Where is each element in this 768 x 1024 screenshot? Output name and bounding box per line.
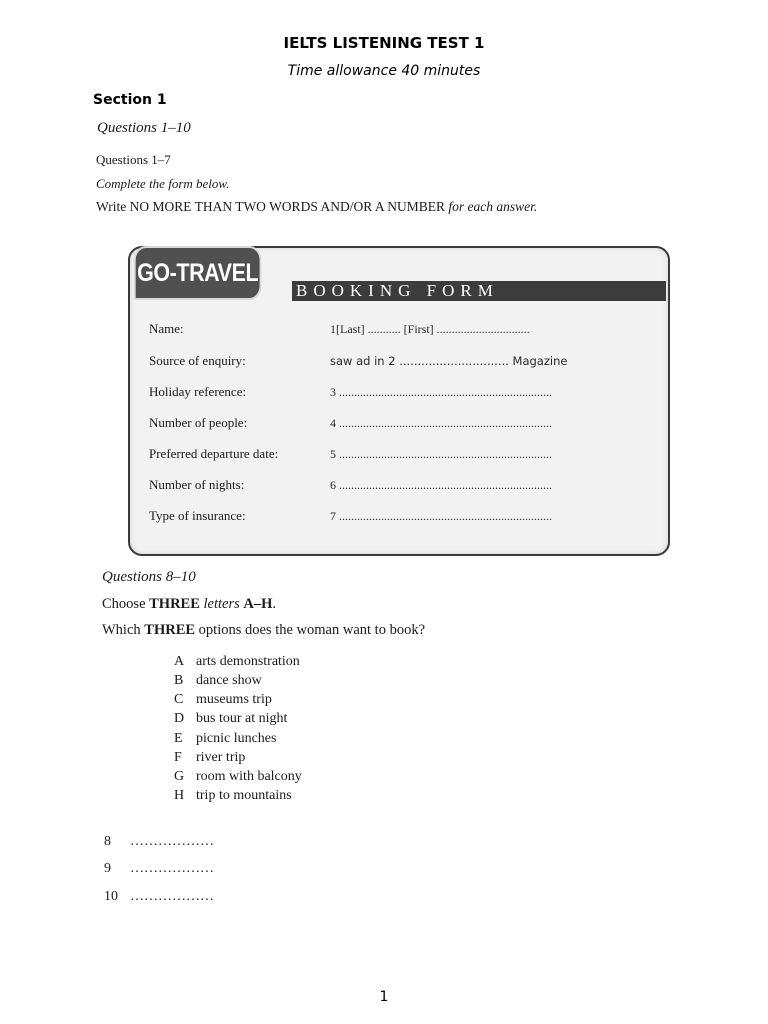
answer-number: 8 [104, 834, 111, 849]
form-field-number-of-nights[interactable]: 6 ....................................................................... [330, 478, 552, 492]
option-item [174, 673, 262, 689]
booking-form-banner-text: BOOKING FORM [296, 281, 499, 300]
option-letter: A [174, 654, 185, 669]
option-letter: C [174, 692, 184, 707]
option-text: bus tour at night [196, 711, 288, 726]
form-label-source: Source of enquiry: [149, 353, 246, 368]
form-label-holiday-reference: Holiday reference: [149, 384, 247, 399]
answer-number: 10 [104, 889, 118, 904]
form-field-holiday-reference[interactable]: 3 ....................................................................... [330, 385, 552, 399]
option-letter: F [174, 750, 182, 765]
choose-mid: letters [199, 596, 244, 612]
questions-range-heading: Questions 1–10 [97, 120, 191, 136]
form-field-insurance[interactable]: 7 ....................................................................... [330, 509, 552, 523]
answer-line[interactable] [104, 861, 214, 877]
instruction-word-limit-tail: for each answer. [444, 199, 538, 214]
option-text: museums trip [196, 692, 272, 707]
option-letter: H [174, 788, 185, 803]
choose-end: . [272, 596, 277, 612]
section-heading: Section 1 [93, 92, 167, 108]
form-field-number-of-people[interactable]: 4 ....................................................................... [330, 416, 552, 430]
questions-8-10-heading: Questions 8–10 [102, 569, 196, 585]
instruction-choose-letters [102, 596, 276, 613]
form-label-number-of-people: Number of people: [149, 415, 248, 430]
option-item [174, 769, 302, 785]
option-letter: B [174, 673, 184, 688]
instruction-complete-form: Complete the form below. [96, 176, 230, 191]
option-letter: E [174, 731, 183, 746]
which-pre: Which [102, 622, 145, 638]
form-label-number-of-nights: Number of nights: [149, 477, 245, 492]
choose-pre: Choose [102, 596, 150, 612]
option-text: room with balcony [196, 769, 302, 784]
choose-bold-range: A–H [243, 596, 273, 612]
form-field-name[interactable]: 1[Last] ........... [First] ............................... [330, 322, 530, 336]
answer-blank[interactable]: ……………… [130, 889, 214, 904]
questions-subrange-heading: Questions 1–7 [96, 152, 171, 167]
choose-bold-three: THREE [149, 596, 200, 612]
option-item [174, 711, 287, 727]
time-allowance: Time allowance 40 minutes [287, 63, 481, 79]
question-which-three [102, 622, 425, 639]
form-label-departure-date: Preferred departure date: [149, 446, 279, 461]
option-item [174, 654, 300, 670]
form-label-insurance: Type of insurance: [149, 508, 246, 523]
option-letter: G [174, 769, 185, 784]
page-number: 1 [379, 989, 389, 1005]
instruction-word-limit [96, 199, 537, 215]
option-item [174, 750, 245, 766]
option-text: arts demonstration [196, 654, 300, 669]
option-item [174, 788, 292, 804]
which-end: options does the woman want to book? [195, 622, 426, 638]
answer-line[interactable] [104, 834, 214, 850]
answer-blank[interactable]: ……………… [130, 834, 214, 849]
which-bold: THREE [144, 622, 196, 638]
go-travel-logo: GO-TRAVEL [134, 246, 261, 300]
option-text: picnic lunches [196, 731, 277, 746]
form-field-departure-date[interactable]: 5 ....................................................................... [330, 447, 552, 461]
page-title: IELTS LISTENING TEST 1 [283, 34, 485, 52]
option-text: dance show [196, 673, 262, 688]
instruction-word-limit-main: Write NO MORE THAN TWO WORDS AND/OR A NUMBER [96, 199, 445, 214]
answer-blank[interactable]: ……………… [130, 861, 214, 876]
answer-number: 9 [104, 861, 111, 876]
option-letter: D [174, 711, 185, 726]
option-text: river trip [196, 750, 246, 765]
form-field-source[interactable]: saw ad in 2 .............................. Magazine [330, 354, 568, 368]
answer-line[interactable] [104, 889, 214, 905]
option-item [174, 731, 276, 747]
option-item [174, 692, 272, 708]
form-label-name: Name: [149, 321, 184, 336]
option-text: trip to mountains [196, 788, 292, 803]
